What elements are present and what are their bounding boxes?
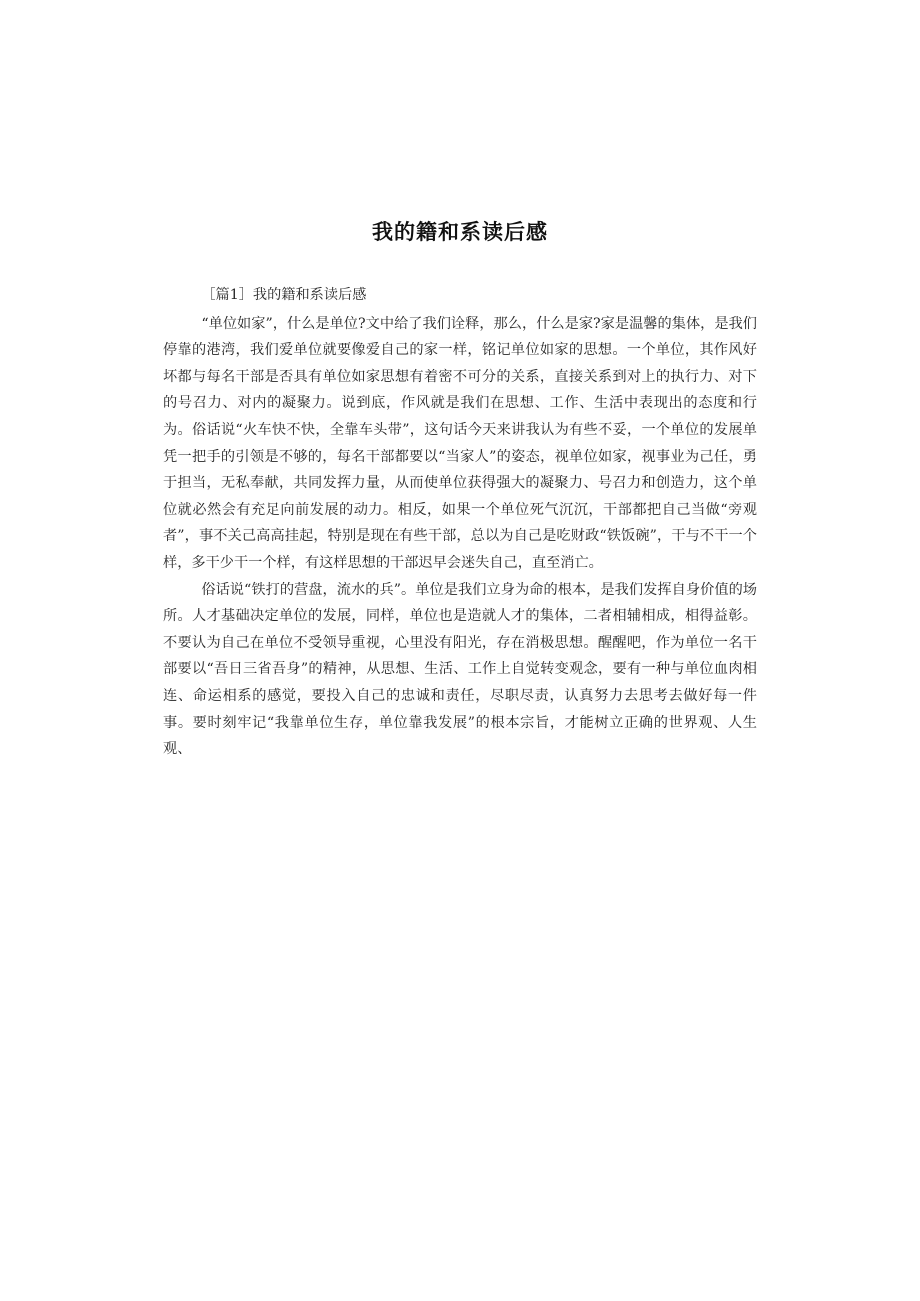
document-body — [163, 282, 757, 763]
paragraph: 俗话说“铁打的营盘，流水的兵”。单位是我们立身为命的根本，是我们发挥自身价值的场所。人才基础决定单位的发展，同样，单位也是造就人才的集体，二者相辅相成，相得益彰。不要认为自己在单位不受领导重视，心里没有阳光，存在消极思想。醒醒吧，作为单位一名干部要以“吾日三省吾身”的精神，从思想、生活、工作上自觉转变观念，要有一种与单位血肉相连、命运相系的感觉，要投入自己的忠诚和责任，尽职尽责，认真努力去思考去做好每一件事。要时刻牢记“我靠单位生存，单位靠我发展”的根本宗旨，才能树立正确的世界观、人生观、 — [163, 581, 757, 758]
paragraph: “单位如家”，什么是单位?文中给了我们诠释，那么，什么是家?家是温馨的集体，是我们停靠的港湾，我们爱单位就要像爱自己的家一样，铭记单位如家的思想。一个单位，其作风好坏都与每名干部是否具有单位如家思想有着密不可分的关系，直接关系到对上的执行力、对下的号召力、对内的凝聚力。说到底，作风就是我们在思想、工作、生活中表现出的态度和行为。俗话说“火车快不快，全靠车头带”，这句话今天来讲我认为有些不妥，一个单位的发展单凭一把手的引领是不够的，每名干部都要以“当家人”的姿态，视单位如家，视事业为己任，勇于担当，无私奉献，共同发挥力量，从而使单位获得强大的凝聚力、号召力和创造力，这个单位就必然会有充足向前发展的动力。相反，如果一个单位死气沉沉，干部都把自己当做“旁观者”，事不关己高高挂起，特别是现在有些干部，总以为自己是吃财政“铁饭碗”，干与不干一个样，多干少干一个样，有这样思想的干部迟早会迷失自己，直至消亡。 — [163, 315, 757, 571]
document-title: 我的籍和系读后感 — [372, 220, 548, 244]
section-heading: ［篇1］我的籍和系读后感 — [201, 287, 367, 303]
